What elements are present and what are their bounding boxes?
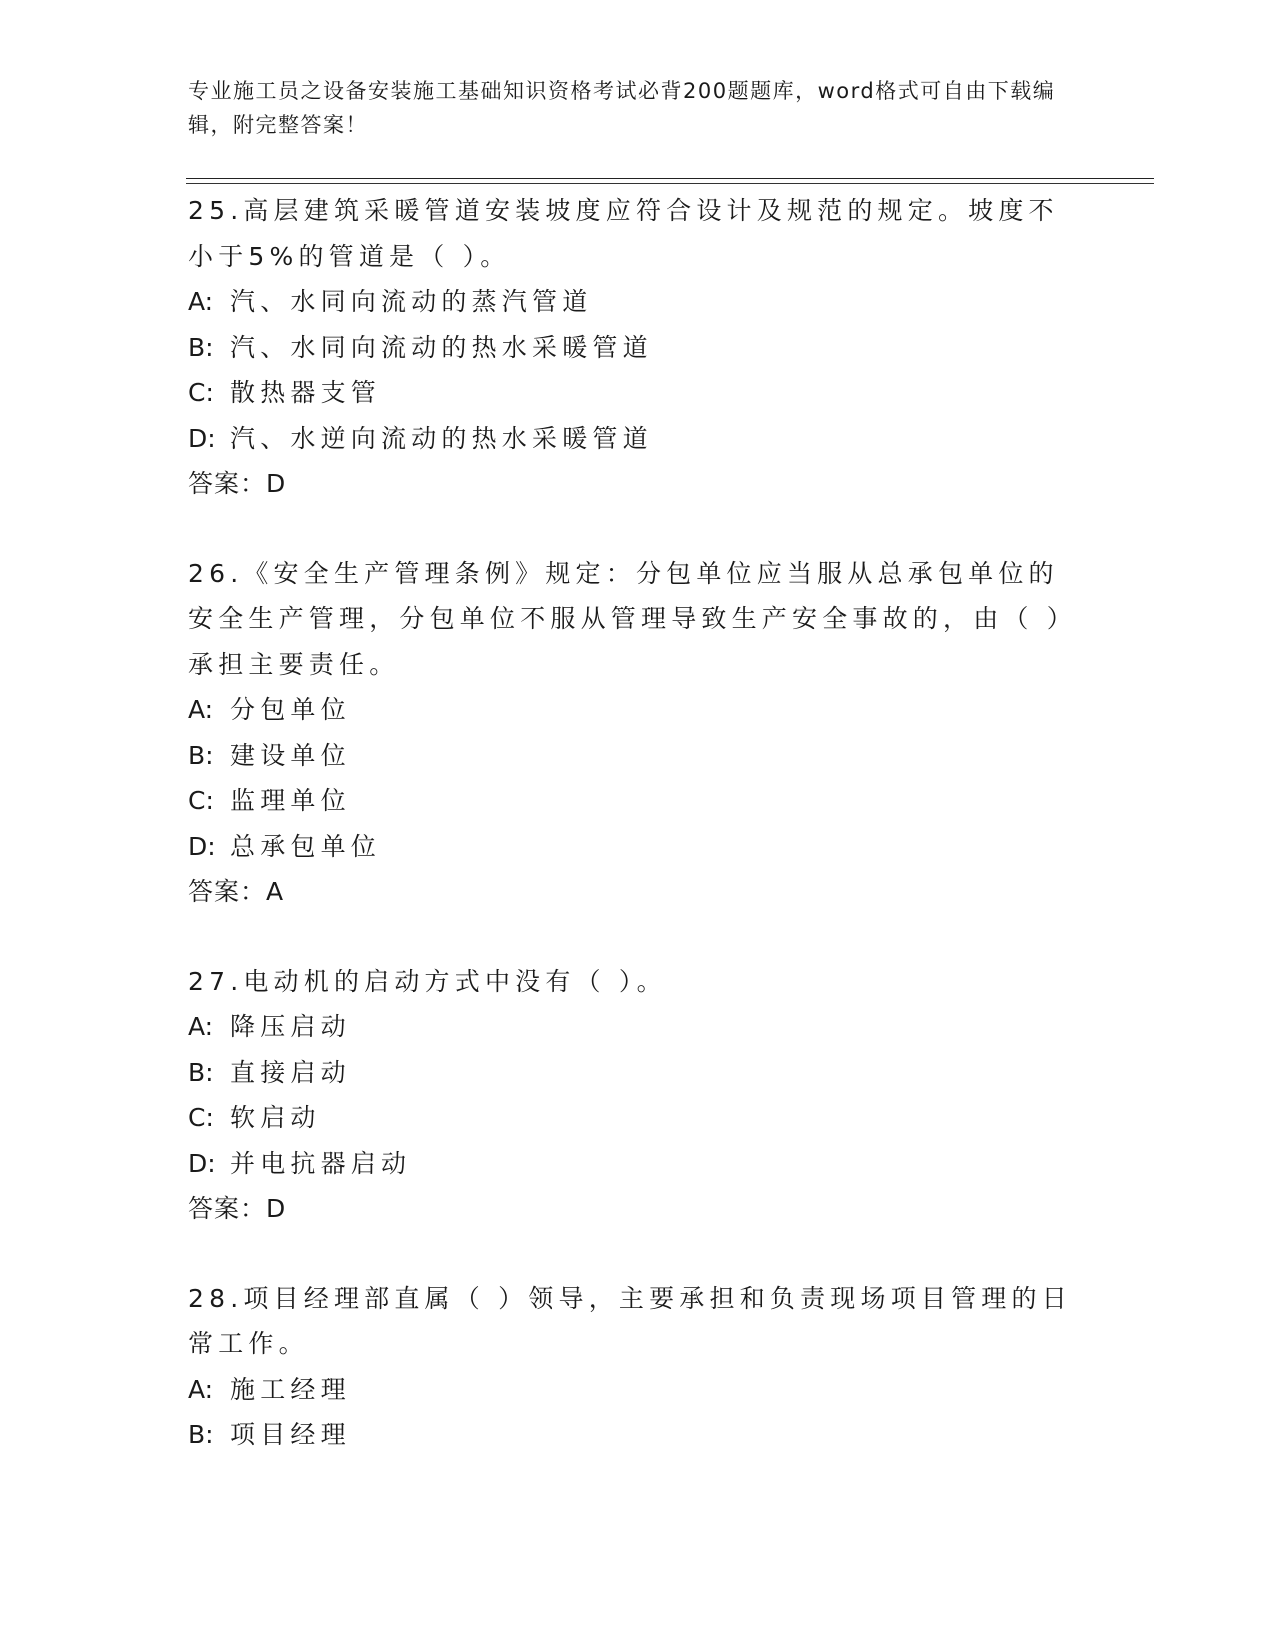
option-text: 项目经理 [230, 1420, 351, 1449]
answer-line: 答案：A [188, 877, 285, 906]
option-key: A: [188, 1012, 214, 1041]
option-key: D: [188, 1148, 216, 1178]
option-a [188, 687, 1088, 733]
option-key: C: [188, 1103, 214, 1132]
header-rule-thick [186, 178, 1154, 179]
option-key: B: [188, 740, 214, 770]
option-text: 直接启动 [230, 1057, 351, 1087]
option-text: 分包单位 [230, 695, 351, 724]
option-text: 汽、水同向流动的蒸汽管道 [230, 287, 593, 316]
option-text: 监理单位 [230, 786, 351, 815]
option-d [188, 416, 1088, 462]
question-list [188, 188, 1088, 1502]
option-c [188, 1095, 1088, 1141]
option-text: 总承包单位 [230, 831, 382, 861]
document-header: 专业施工员之设备安装施工基础知识资格考试必背200题题库，word格式可自由下载编辑，附完整答案！ [188, 79, 1056, 137]
option-b [188, 1412, 1088, 1458]
option-key: B: [188, 1420, 214, 1449]
option-text: 软启动 [230, 1103, 321, 1132]
option-key: C: [188, 378, 214, 407]
option-text: 汽、水逆向流动的热水采暖管道 [230, 423, 653, 453]
option-text: 散热器支管 [230, 378, 382, 407]
question-stem: 26.《安全生产管理条例》规定：分包单位应当服从总承包单位的安全生产管理，分包单位不服从管理导致生产安全事故的，由（ ）承担主要责任。 [188, 558, 1077, 679]
option-key: B: [188, 1057, 214, 1087]
option-key: C: [188, 786, 214, 815]
answer-line: 答案：D [188, 469, 287, 498]
option-c [188, 778, 1088, 824]
question-stem: 25.高层建筑采暖管道安装坡度应符合设计及规范的规定。坡度不小于5%的管道是（ ）。 [188, 196, 1059, 271]
option-text: 并电抗器启动 [230, 1148, 412, 1178]
option-c [188, 370, 1088, 416]
question-26 [188, 551, 1088, 915]
option-text: 施工经理 [230, 1374, 351, 1404]
option-key: A: [188, 287, 214, 316]
option-d [188, 1141, 1088, 1187]
question-27 [188, 959, 1088, 1232]
option-b [188, 733, 1088, 779]
option-b [188, 325, 1088, 371]
option-text: 汽、水同向流动的热水采暖管道 [230, 332, 653, 362]
option-text: 降压启动 [230, 1012, 351, 1041]
option-b [188, 1050, 1088, 1096]
option-a [188, 1004, 1088, 1050]
question-stem: 28.项目经理部直属（ ）领导，主要承担和负责现场项目管理的日常工作。 [188, 1283, 1072, 1358]
option-key: A: [188, 695, 214, 724]
question-28 [188, 1276, 1088, 1458]
option-d [188, 824, 1088, 870]
question-25 [188, 188, 1088, 507]
option-a [188, 279, 1088, 325]
option-key: D: [188, 423, 216, 453]
question-stem: 27.电动机的启动方式中没有（ ）。 [188, 966, 667, 996]
option-a [188, 1367, 1088, 1413]
option-key: D: [188, 831, 216, 861]
option-key: B: [188, 332, 214, 362]
option-key: A: [188, 1374, 214, 1404]
header-rule-thin [186, 183, 1154, 184]
answer-line: 答案：D [188, 1194, 287, 1223]
option-text: 建设单位 [230, 740, 351, 770]
